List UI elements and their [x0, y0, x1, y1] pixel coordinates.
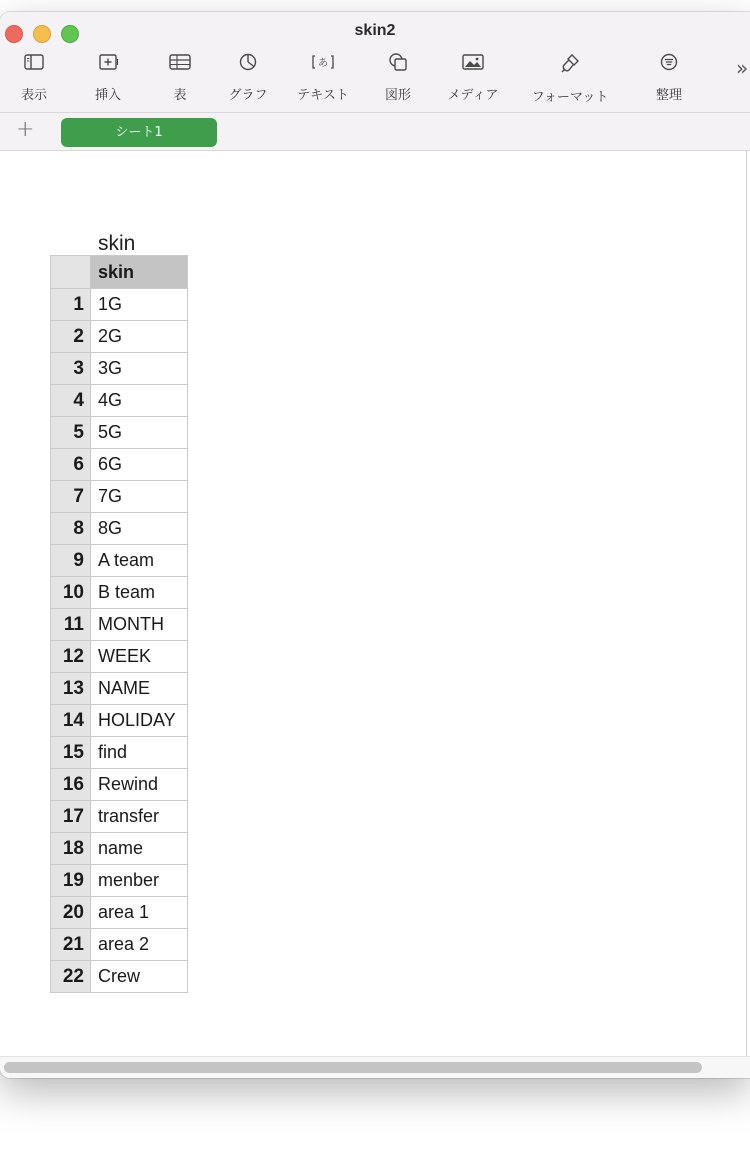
table-row: [51, 641, 188, 673]
table-cell[interactable]: transfer: [91, 801, 188, 833]
row-number[interactable]: 14: [51, 705, 91, 737]
toolbar-format-label: フォーマット: [531, 90, 609, 105]
table-row: [51, 801, 188, 833]
table-cell[interactable]: 8G: [91, 513, 188, 545]
table-row: [51, 705, 188, 737]
row-number[interactable]: 9: [51, 545, 91, 577]
row-number[interactable]: 21: [51, 929, 91, 961]
table-row: [51, 481, 188, 513]
table-row: [51, 545, 188, 577]
row-number[interactable]: 2: [51, 321, 91, 353]
row-number[interactable]: 6: [51, 449, 91, 481]
table-row: [51, 513, 188, 545]
horizontal-scrollbar[interactable]: [0, 1056, 750, 1078]
row-number[interactable]: 5: [51, 417, 91, 449]
table-cell[interactable]: WEEK: [91, 641, 188, 673]
row-number[interactable]: 18: [51, 833, 91, 865]
tab-sheet1[interactable]: シート1: [61, 118, 217, 147]
table-row: [51, 321, 188, 353]
sheet-canvas: [0, 151, 747, 1056]
window-title: skin2: [354, 22, 396, 39]
corner-cell[interactable]: [51, 256, 91, 289]
row-number[interactable]: 4: [51, 385, 91, 417]
toolbar-format-button[interactable]: [530, 52, 610, 105]
app-window: [0, 12, 750, 1078]
text-box-icon: [310, 52, 336, 72]
table-cell[interactable]: 2G: [91, 321, 188, 353]
row-number[interactable]: 17: [51, 801, 91, 833]
table-cell[interactable]: menber: [91, 865, 188, 897]
table-icon: [168, 52, 192, 72]
toolbar-organize-label: 整理: [655, 88, 682, 103]
table-cell[interactable]: B team: [91, 577, 188, 609]
insert-icon: [97, 52, 119, 72]
row-number[interactable]: 10: [51, 577, 91, 609]
format-brush-icon: [559, 52, 581, 74]
toolbar-shape-button[interactable]: [358, 52, 438, 103]
toolbar-media-button[interactable]: [433, 52, 513, 103]
table-row: [51, 609, 188, 641]
table-title[interactable]: skin: [98, 232, 136, 255]
table-row: [51, 577, 188, 609]
table-row: [51, 673, 188, 705]
table-cell[interactable]: Rewind: [91, 769, 188, 801]
toolbar-text-button[interactable]: [283, 52, 363, 103]
toolbar-shape-label: 図形: [384, 88, 411, 103]
title-bar: [0, 12, 750, 113]
row-number[interactable]: 16: [51, 769, 91, 801]
table-cell[interactable]: A team: [91, 545, 188, 577]
row-number[interactable]: 1: [51, 289, 91, 321]
table-body: [51, 289, 188, 993]
scrollbar-thumb[interactable]: [4, 1062, 702, 1073]
table-cell[interactable]: 3G: [91, 353, 188, 385]
table-cell[interactable]: MONTH: [91, 609, 188, 641]
table-cell[interactable]: name: [91, 833, 188, 865]
sheet-tab-bar: [0, 113, 750, 151]
row-number[interactable]: 3: [51, 353, 91, 385]
toolbar-text-label: テキスト: [297, 88, 349, 103]
add-sheet-button[interactable]: +: [16, 117, 35, 142]
row-number[interactable]: 13: [51, 673, 91, 705]
table-row: [51, 289, 188, 321]
toolbar-overflow-icon[interactable]: »: [736, 56, 749, 80]
table-cell[interactable]: 7G: [91, 481, 188, 513]
table-cell[interactable]: 6G: [91, 449, 188, 481]
row-number[interactable]: 7: [51, 481, 91, 513]
table-cell[interactable]: NAME: [91, 673, 188, 705]
table-row: [51, 449, 188, 481]
table-cell[interactable]: Crew: [91, 961, 188, 993]
toolbar-view-label: 表示: [20, 88, 47, 103]
row-number[interactable]: 11: [51, 609, 91, 641]
table-cell[interactable]: 1G: [91, 289, 188, 321]
toolbar-organize-button[interactable]: [629, 52, 709, 103]
table-cell[interactable]: find: [91, 737, 188, 769]
table-cell[interactable]: 4G: [91, 385, 188, 417]
toolbar-view-button[interactable]: [0, 52, 74, 103]
column-header[interactable]: skin: [91, 256, 188, 289]
chart-icon: [237, 52, 259, 72]
svg-text:あ: あ: [318, 58, 328, 69]
media-icon: [461, 52, 485, 72]
table-cell[interactable]: area 2: [91, 929, 188, 961]
sidebar-view-icon: [23, 52, 45, 72]
table-cell[interactable]: HOLIDAY: [91, 705, 188, 737]
row-number[interactable]: 22: [51, 961, 91, 993]
toolbar-insert-button[interactable]: [68, 52, 148, 103]
data-table: [50, 255, 188, 993]
table-cell[interactable]: area 1: [91, 897, 188, 929]
toolbar-insert-label: 挿入: [94, 88, 121, 103]
shape-icon: [387, 52, 409, 72]
row-number[interactable]: 20: [51, 897, 91, 929]
table-row: [51, 833, 188, 865]
row-number[interactable]: 15: [51, 737, 91, 769]
row-number[interactable]: 8: [51, 513, 91, 545]
table-row: [51, 417, 188, 449]
table-row: [51, 865, 188, 897]
table-row: [51, 737, 188, 769]
organize-icon: [658, 52, 680, 72]
row-number[interactable]: 19: [51, 865, 91, 897]
table-row: [51, 385, 188, 417]
table-row: [51, 897, 188, 929]
table-row: [51, 961, 188, 993]
table-row: [51, 353, 188, 385]
table-cell[interactable]: 5G: [91, 417, 188, 449]
toolbar-table-label: 表: [173, 88, 187, 103]
toolbar-chart-label: グラフ: [228, 88, 268, 103]
table-row: [51, 929, 188, 961]
table-row: [51, 769, 188, 801]
toolbar-media-label: メディア: [447, 88, 499, 103]
toolbar-chart-button[interactable]: [208, 52, 288, 103]
row-number[interactable]: 12: [51, 641, 91, 673]
